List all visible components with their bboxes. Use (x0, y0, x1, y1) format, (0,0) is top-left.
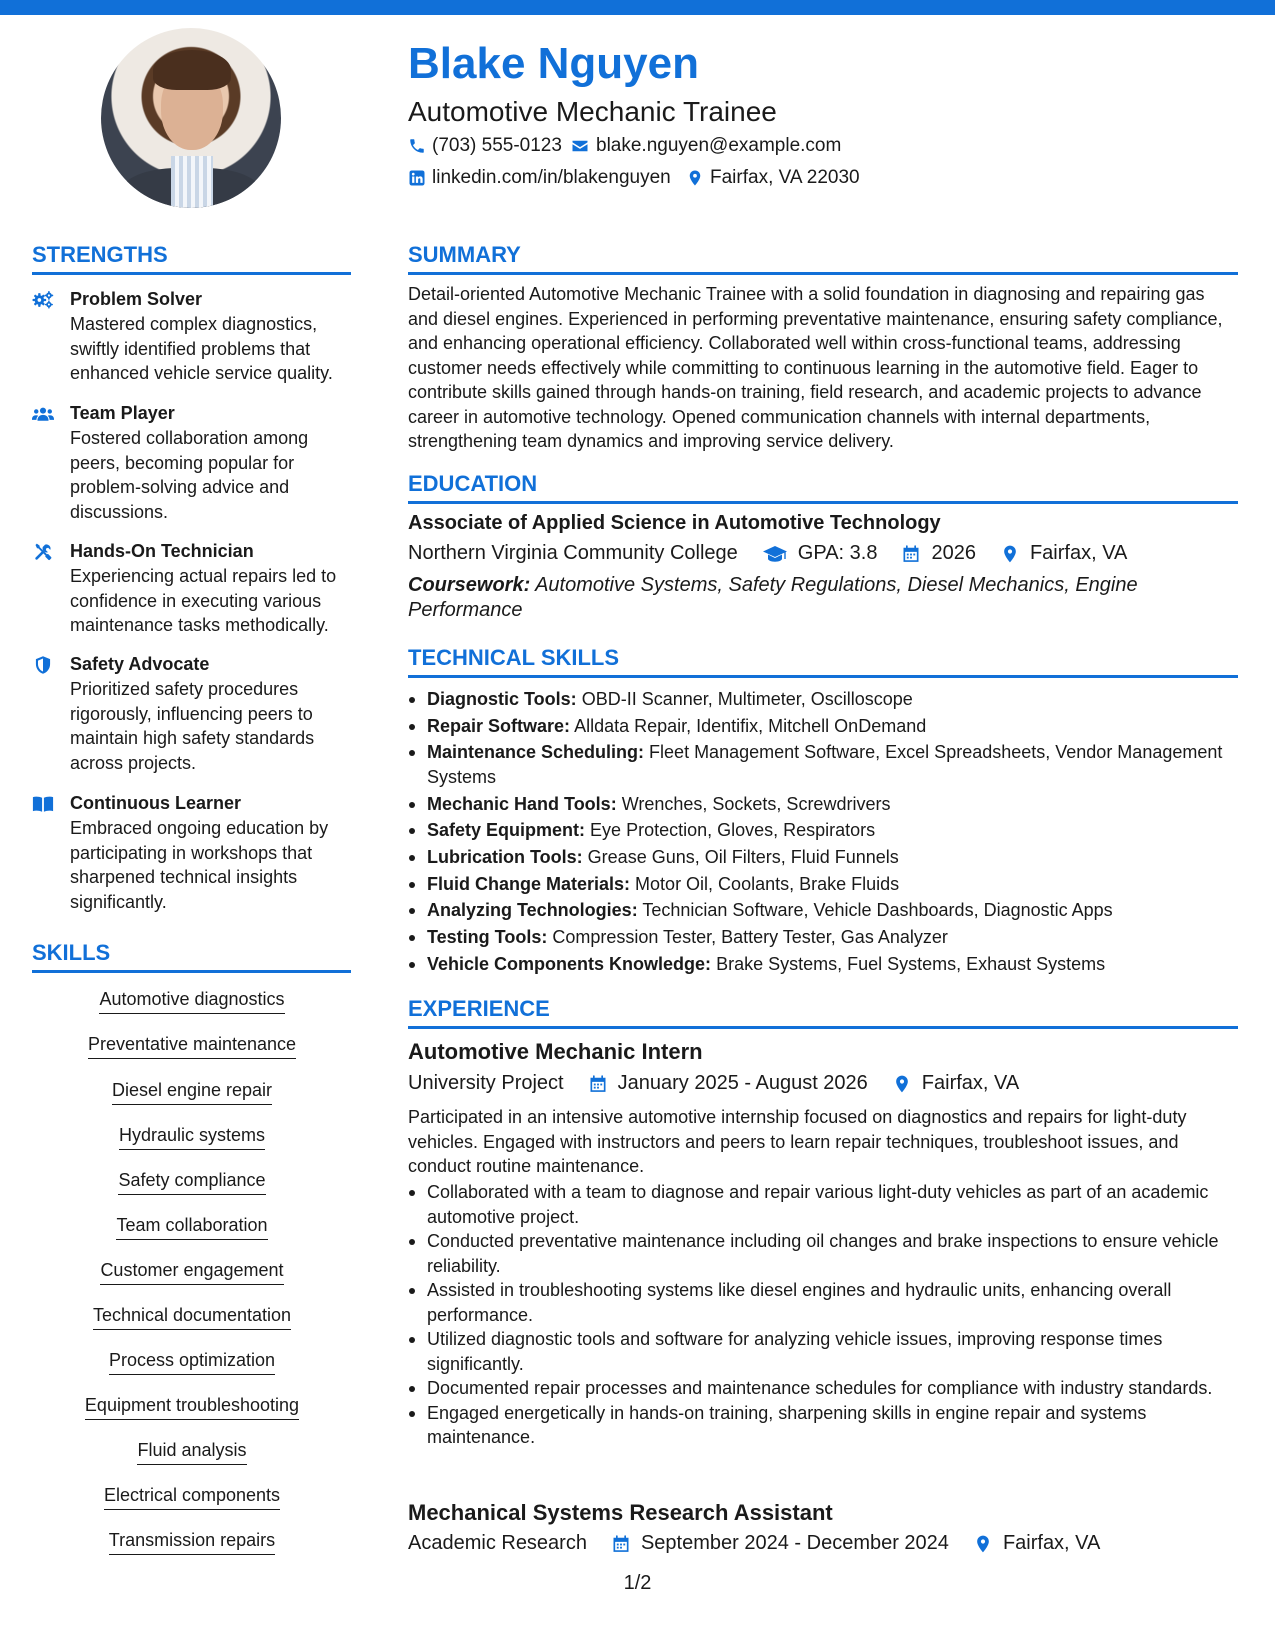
strength-item (32, 289, 352, 386)
strength-desc: Embraced ongoing education by participating in workshops that sharpened technical insights significantly. (70, 818, 329, 912)
job-dates: September 2024 - December 2024 (640, 1532, 949, 1554)
list-item: Diagnostic Tools: OBD-II Scanner, Multimeter, Oscilloscope (408, 687, 1246, 712)
coursework (408, 573, 1238, 622)
map-pin-icon (892, 1074, 912, 1094)
linkedin-icon (408, 169, 426, 187)
calendar-icon (901, 544, 921, 564)
strength-desc: Experiencing actual repairs led to confidence in executing various maintenance tasks methodically. (70, 566, 337, 635)
map-pin-icon (973, 1534, 993, 1554)
education-meta (408, 542, 1127, 565)
degree-title: Associate of Applied Science in Automotive Technology (408, 512, 941, 534)
strength-title: Team Player (70, 403, 175, 423)
job-meta (408, 1072, 1019, 1095)
skill-tag: Process optimization (32, 1350, 352, 1375)
gpa: GPA: 3.8 (797, 542, 878, 564)
candidate-name: Blake Nguyen (408, 39, 699, 88)
strength-desc: Mastered complex diagnostics, swiftly identified problems that enhanced vehicle service quality. (70, 314, 333, 383)
list-item: Repair Software: Alldata Repair, Identifix, Mitchell OnDemand (408, 714, 1246, 739)
map-pin-icon (686, 169, 704, 187)
tools-icon (32, 542, 70, 562)
strength-desc: Fostered collaboration among peers, becoming popular for problem-solving advice and discussions. (70, 428, 309, 522)
job-location: Fairfax, VA (1002, 1532, 1101, 1554)
skill-tag: Technical documentation (32, 1305, 352, 1330)
skill-tag: Transmission repairs (32, 1530, 352, 1555)
technical-skills-heading: TECHNICAL SKILLS (408, 647, 1238, 678)
list-item: Analyzing Technologies: Technician Software, Vehicle Dashboards, Diagnostic Apps (408, 898, 1246, 923)
skill-tag: Automotive diagnostics (32, 989, 352, 1014)
list-item: Lubrication Tools: Grease Guns, Oil Filters, Fluid Funnels (408, 845, 1246, 870)
summary-text: Detail-oriented Automotive Mechanic Trainee with a solid foundation in diagnosing and repairing gas and diesel engines. Experienced in performing preventative maintenance, ensuring safety compliance, and enhancing operational efficiency. Collaborated well within cross-functional teams, addressing customer needs effectively while committing to continuous learning in the automotive field. Eager to contribute skills gained through hands-on training, field research, and academic projects to advance career in automotive technology. Opened communication channels with internal departments, strengthening team dynamics and improving service delivery. (408, 284, 1223, 451)
book-icon (32, 794, 70, 814)
phone-icon (408, 137, 426, 155)
list-item: Maintenance Scheduling: Fleet Management Software, Excel Spreadsheets, Vendor Management Systems (408, 740, 1246, 789)
strength-item (32, 793, 352, 914)
skill-tag: Safety compliance (32, 1170, 352, 1195)
shield-icon (32, 655, 70, 675)
strength-item (32, 403, 352, 524)
skill-tag: Preventative maintenance (32, 1034, 352, 1059)
calendar-icon (611, 1534, 631, 1554)
skill-tag: Hydraulic systems (32, 1125, 352, 1150)
phone-text: (703) 555-0123 (432, 135, 562, 156)
job-org: Academic Research (408, 1532, 587, 1554)
candidate-title: Automotive Mechanic Trainee (408, 96, 777, 127)
strength-desc: Prioritized safety procedures rigorously, influencing peers to maintain high safety standards across projects. (70, 679, 315, 773)
linkedin-text: linkedin.com/in/blakenguyen (432, 167, 671, 188)
technical-skills-list (408, 687, 1246, 978)
gears-icon (32, 290, 70, 310)
envelope-icon (570, 137, 590, 155)
users-icon (32, 404, 70, 424)
strength-item (32, 541, 352, 638)
job-description: Participated in an intensive automotive internship focused on diagnostics and repairs for light-duty vehicles. Engaged with instructors and peers to learn repair techniques, troubleshoot issues, and conduct routine maintenance. (408, 1107, 1187, 1176)
skill-tag: Fluid analysis (32, 1440, 352, 1465)
skills-heading: SKILLS (32, 942, 351, 973)
map-pin-icon (1000, 544, 1020, 564)
skill-tag: Equipment troubleshooting (32, 1395, 352, 1420)
email-text: blake.nguyen@example.com (596, 135, 842, 156)
calendar-icon (588, 1074, 608, 1094)
list-item: Vehicle Components Knowledge: Brake Systems, Fuel Systems, Exhaust Systems (408, 952, 1246, 977)
job-bullets (408, 1180, 1246, 1450)
list-item: Fluid Change Materials: Motor Oil, Coolants, Brake Fluids (408, 872, 1246, 897)
list-item: Documented repair processes and maintenance schedules for compliance with industry standards. (408, 1376, 1246, 1401)
education-location: Fairfax, VA (1029, 542, 1128, 564)
strength-title: Continuous Learner (70, 793, 242, 813)
strength-item (32, 654, 352, 775)
contact-location (686, 168, 860, 187)
contact-phone[interactable] (408, 136, 562, 155)
school-name: Northern Virginia Community College (408, 542, 738, 564)
strength-title: Safety Advocate (70, 654, 210, 674)
graduation-year: 2026 (931, 542, 976, 564)
job-org: University Project (408, 1072, 564, 1094)
strength-title: Problem Solver (70, 289, 203, 309)
job-location: Fairfax, VA (921, 1072, 1020, 1094)
coursework-label: Coursework: (408, 574, 531, 596)
coursework-list: Automotive Systems, Safety Regulations, Diesel Mechanics, Engine Performance (408, 574, 1138, 621)
skill-tag: Diesel engine repair (32, 1080, 352, 1105)
job-meta (408, 1532, 1100, 1555)
graduation-cap-icon (762, 544, 788, 564)
skill-tag: Team collaboration (32, 1215, 352, 1240)
list-item: Mechanic Hand Tools: Wrenches, Sockets, Screwdrivers (408, 792, 1246, 817)
list-item: Testing Tools: Compression Tester, Battery Tester, Gas Analyzer (408, 925, 1246, 950)
top-accent-bar (0, 0, 1275, 15)
experience-heading: EXPERIENCE (408, 998, 1238, 1029)
job-title: Automotive Mechanic Intern (408, 1039, 703, 1064)
list-item: Conducted preventative maintenance including oil changes and brake inspections to ensure vehicle reliability. (408, 1229, 1246, 1278)
summary-heading: SUMMARY (408, 244, 1238, 275)
skill-tag: Electrical components (32, 1485, 352, 1510)
skill-tag: Customer engagement (32, 1260, 352, 1285)
list-item: Safety Equipment: Eye Protection, Gloves, Respirators (408, 818, 1246, 843)
list-item: Engaged energetically in hands-on training, sharpening skills in engine repair and systems maintenance. (408, 1401, 1246, 1450)
contact-linkedin[interactable] (408, 168, 671, 187)
list-item: Collaborated with a team to diagnose and repair various light-duty vehicles as part of an academic automotive project. (408, 1180, 1246, 1229)
job-title: Mechanical Systems Research Assistant (408, 1500, 833, 1525)
job-dates: January 2025 - August 2026 (617, 1072, 868, 1094)
page-number: 1/2 (623, 1572, 652, 1594)
contact-email[interactable] (570, 136, 841, 155)
list-item: Utilized diagnostic tools and software for analyzing vehicle issues, improving response times significantly. (408, 1327, 1246, 1376)
location-text: Fairfax, VA 22030 (710, 167, 860, 188)
strength-title: Hands-On Technician (70, 541, 254, 561)
education-heading: EDUCATION (408, 473, 1238, 504)
strengths-heading: STRENGTHS (32, 244, 351, 275)
profile-photo (101, 28, 281, 208)
list-item: Assisted in troubleshooting systems like diesel engines and hydraulic units, enhancing overall performance. (408, 1278, 1246, 1327)
